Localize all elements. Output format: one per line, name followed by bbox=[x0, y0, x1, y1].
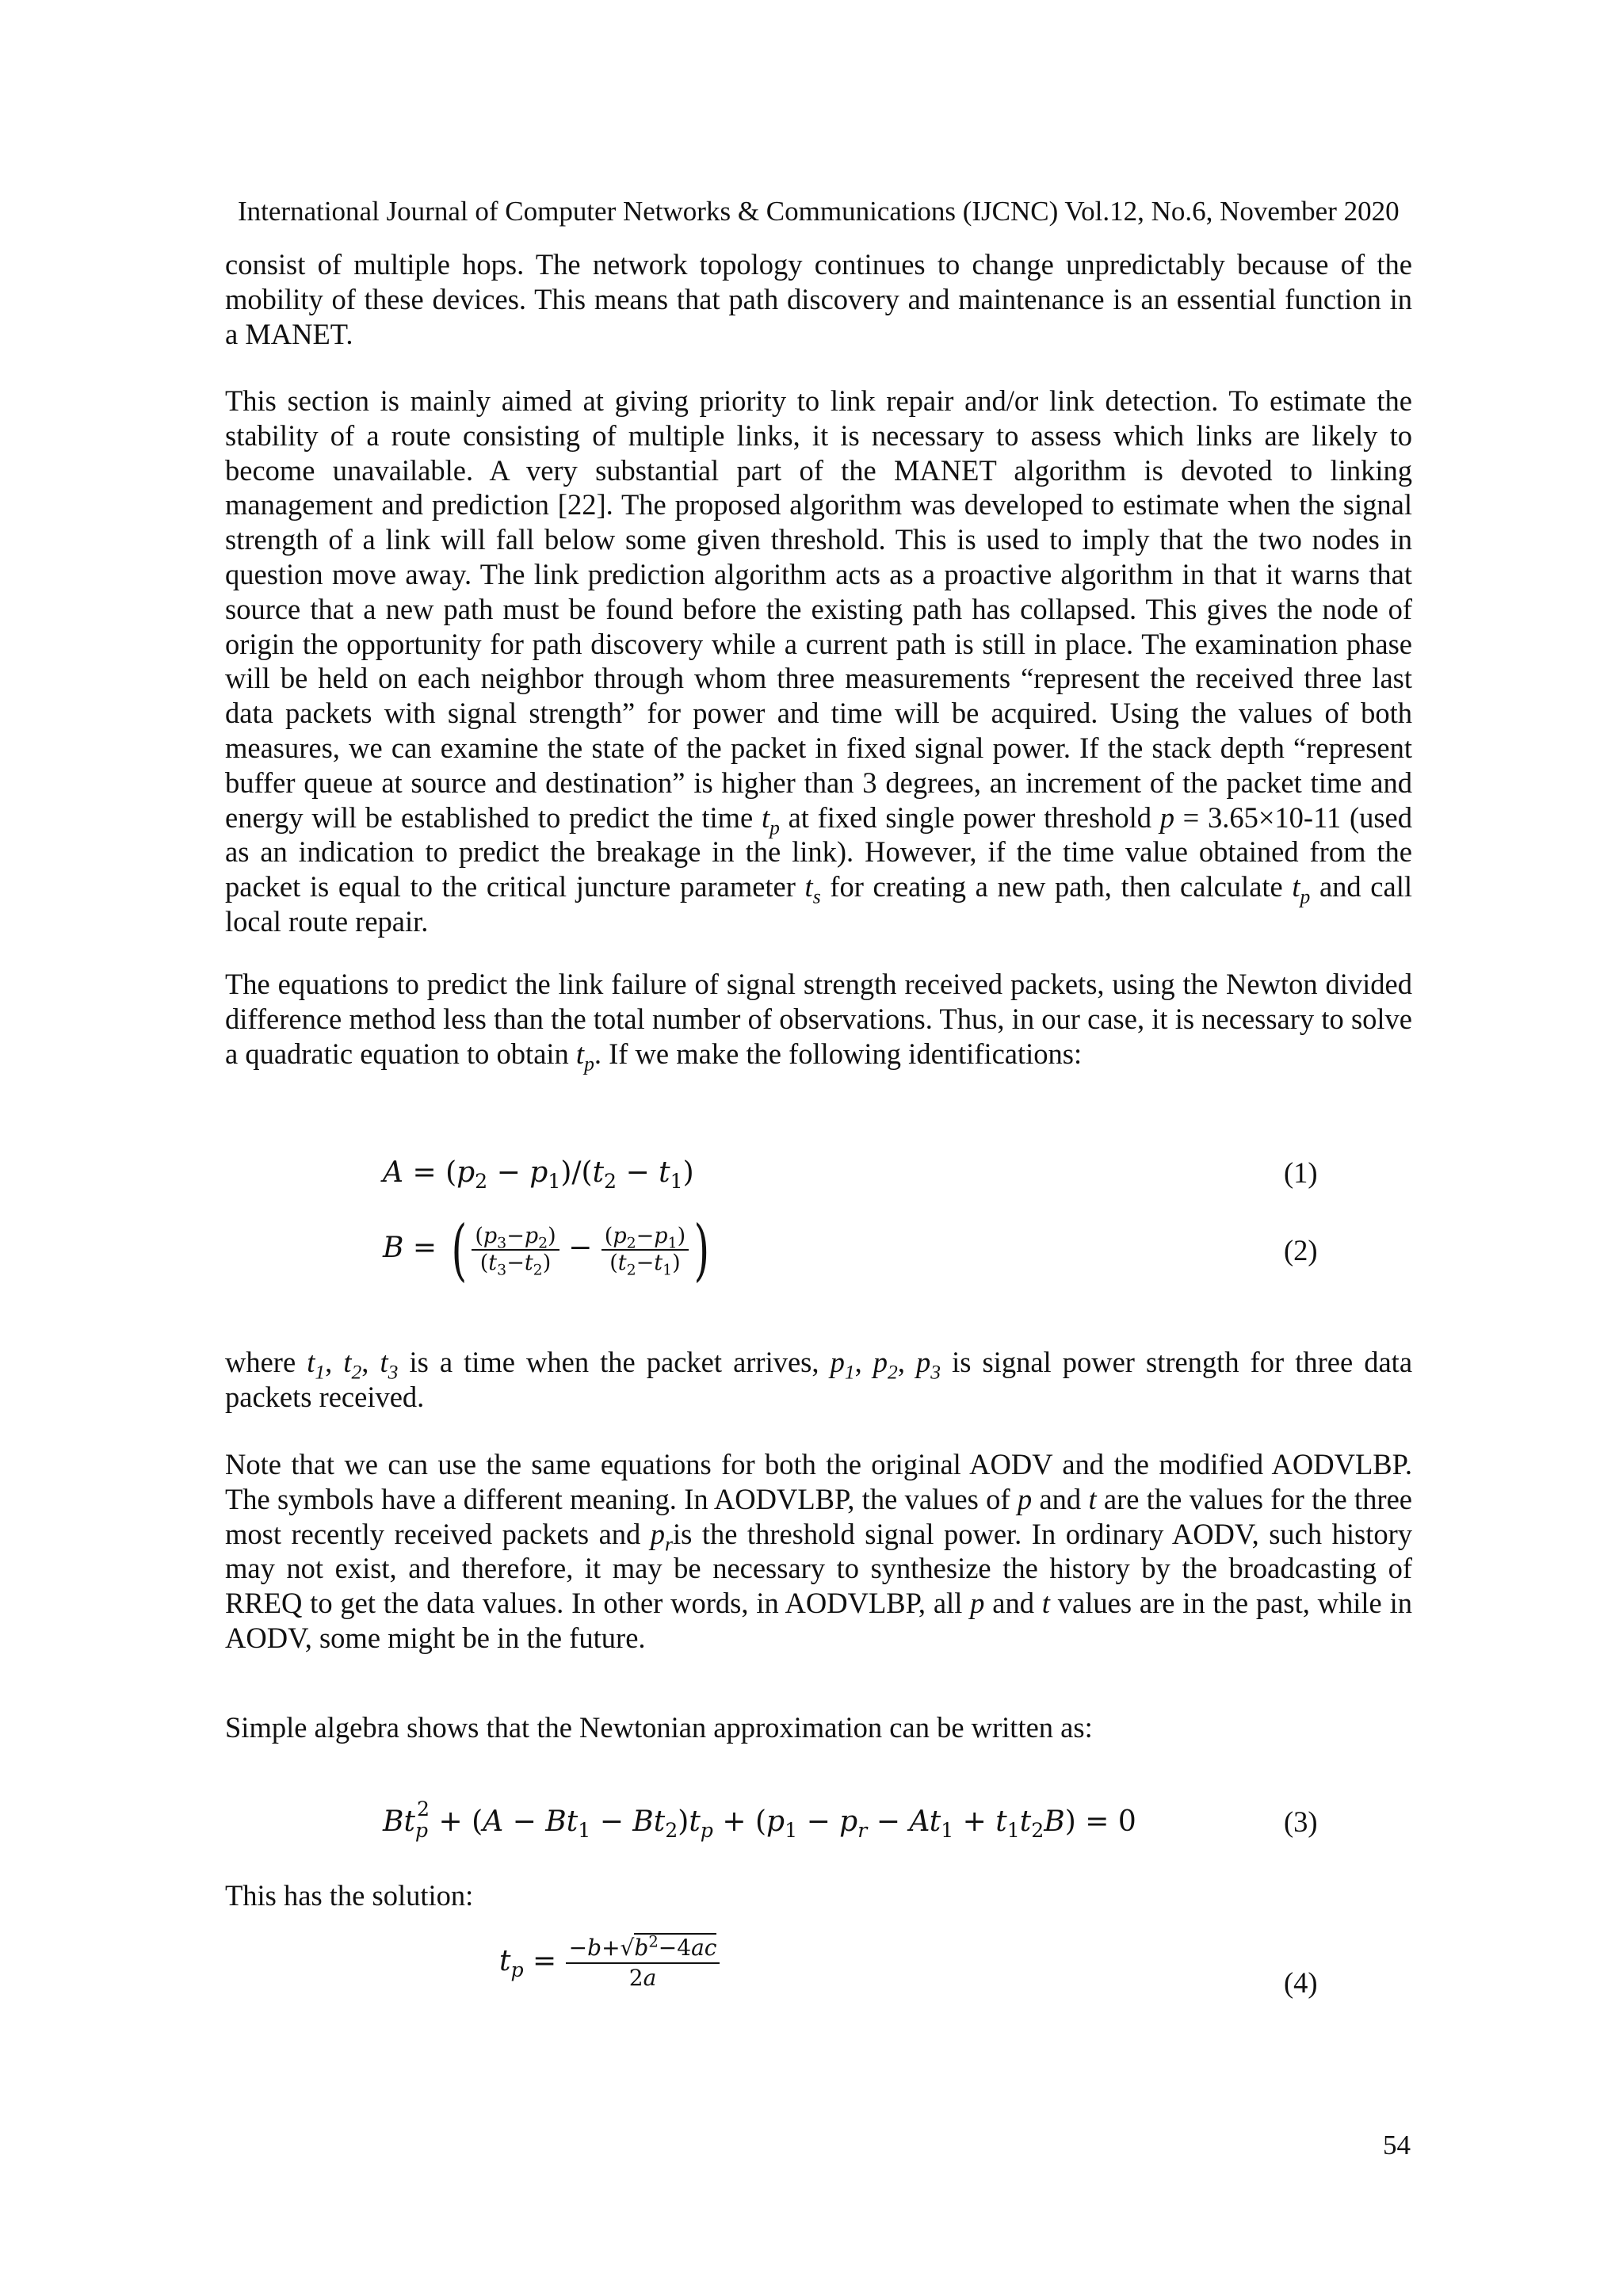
equation-4: $t_p$ = $\frac{-b+√b^2-4ac}{2a}$ bbox=[499, 1934, 720, 2013]
paragraph-7: This has the solution: bbox=[225, 1879, 474, 1912]
equation-3-number: (3) bbox=[1284, 1805, 1318, 1838]
paragraph-2: This section is mainly aimed at giving priority to link repair and/or link detection. To estimate the stability of a route consisting of multiple links, it is necessary to assess which links are likely to become unavailable. A very substantial part of the MANET algorithm is devoted to linking management and prediction [22]. The proposed algorithm was developed to estimate when the signal strength of a link will fall below some given threshold. This is used to imply that the two nodes in question move away. The link prediction algorithm acts as a proactive algorithm in that it warns that source that a new path must be found before the existing path has collapsed. This gives the node of origin the opportunity for path discovery while a current path is still in place. The examination phase will be held on each neighbor through whom three measurements “represent the received three last data packets with signal strength” for power and time will be acquired. Using the values of both measures, we can examine the state of the packet in fixed signal power. If the stack depth “represent buffer queue at source and destination” is higher than 3 degrees, an increment of the packet time and energy will be established to predict the time $t_p$ at fixed single power threshold p = 3.65×10-11 (used as an indication to predict the breakage in the link). However, if the time value obtained from the packet is equal to the critical juncture parameter $t_s$ for creating a new path, then calculate $t_p$ and call local route repair. bbox=[225, 384, 1412, 938]
equation-1-number: (1) bbox=[1284, 1156, 1318, 1189]
equation-4-number: (4) bbox=[1284, 1966, 1318, 1999]
equation-2: B = ( $\frac{(p_3-p_2)}{(t_3-t_2)}$ − $\frac{(p_2-p_1)}{(t_2-t_1)}$ ) bbox=[383, 1211, 710, 1289]
paragraph-1: consist of multiple hops. The network topology continues to change unpredictably because of the mobility of these devices. This means that path discovery and maintenance is an essential function in a MANET. bbox=[225, 248, 1412, 350]
paragraph-3: The equations to predict the link failure of signal strength received packets, using the Newton divided difference method less than the total number of observations. Thus, in our case, it is necessary to solve a quadratic equation to obtain $t_p$. If we make the following identifications: bbox=[225, 968, 1412, 1075]
paragraph-4: where $t_1$, $t_2$, $t_3$ is a time when the packet arrives, $p_1$, $p_2$, $p_3$ is signal power strength for three data packets received. bbox=[225, 1346, 1413, 1413]
equation-1: $A = (p_2 - p_1)/(t_2 - t_1)$ bbox=[383, 1156, 694, 1194]
paragraph-6: Simple algebra shows that the Newtonian approximation can be written as: bbox=[225, 1711, 1093, 1744]
paragraph-5: Note that we can use the same equations for both the original AODV and the modified AODVLBP. The symbols have a different meaning. In AODVLBP, the values of p and t are the values for the three most recently received packets and $p_ris$ the threshold signal power. In ordinary AODV, such history may not exist, and therefore, it may be necessary to synthesize the history by the broadcasting of RREQ to get the data values. In other words, in AODVLBP, all p and t values are in the past, while in AODV, some might be in the future. bbox=[225, 1448, 1412, 1654]
equation-3: $Bt_p^2 + (A - Bt_1 - Bt_2)t_p + (p_1 - p_r - At_1 + t_1t_2B) = 0$ bbox=[383, 1797, 1136, 1843]
journal-header: International Journal of Computer Networks & Communications (IJCNC) Vol.12, No.6, November 2020 bbox=[238, 196, 1400, 227]
page-number: 54 bbox=[1383, 2130, 1411, 2160]
equation-2-number: (2) bbox=[1284, 1234, 1318, 1266]
